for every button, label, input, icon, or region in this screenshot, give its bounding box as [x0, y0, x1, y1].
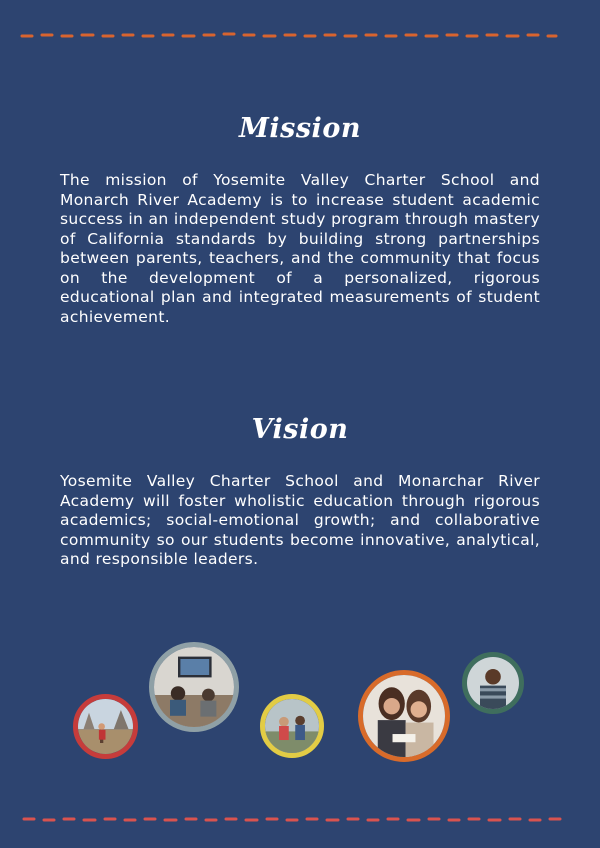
mission-heading: Mission	[239, 113, 361, 144]
students-group-photo	[260, 694, 324, 758]
vision-paragraph: Yosemite Valley Charter School and Monarchar River Academy will foster wholistic education through rigorous academics; social-emotional growth; and collaborative community so our students become innovative, analytical, and responsible leaders.	[60, 472, 540, 568]
student-outdoors-photo	[73, 694, 138, 759]
classroom-screen-photo	[149, 642, 239, 732]
student-smiling-photo	[462, 652, 524, 714]
top-dashed-divider	[0, 30, 600, 40]
mission-paragraph: The mission of Yosemite Valley Charter School and Monarch River Academy is to increase student academic success in an independent study program through mastery of California standards by building strong partnerships between parents, teachers, and the community that focus on the development of a personalized, rigorous educational plan and integrated measurements of student achievement.	[60, 171, 540, 326]
students-studying-photo	[358, 670, 450, 762]
bottom-dashed-divider	[0, 814, 600, 824]
vision-heading: Vision	[251, 414, 349, 445]
